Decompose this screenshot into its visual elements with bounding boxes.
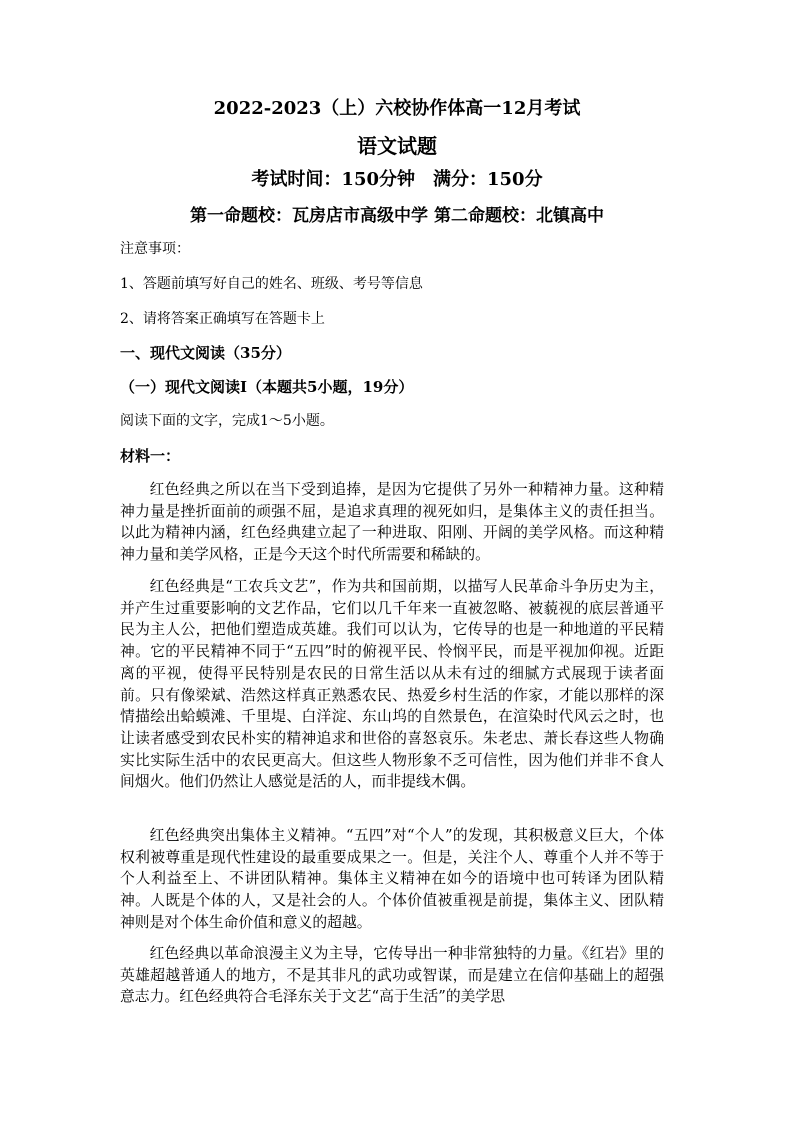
subject-title: 语文试题: [357, 134, 437, 158]
paragraph: 红色经典之所以在当下受到追捧，是因为它提供了另外一种精神力量。这种精神力量是挫折面前的顽强不屈，是追求真理的视死如归，是集体主义的责任担当。以此为精神内涵，红色经典建立起了一种进取、阳刚、开阔的美学风格。而这种精神力量和美学风格，正是今天这个时代所需要和稀缺的。: [120, 481, 664, 564]
material-label: 材料一：: [120, 447, 181, 465]
note-item-2: 2、请将答案正确填写在答题卡上: [120, 311, 325, 327]
notes-title: 注意事项：: [120, 241, 190, 257]
exam-title: 2022-2023（上）六校协作体高一12月考试: [213, 98, 581, 119]
section-title: 一、现代文阅读（35分）: [120, 344, 291, 362]
subsection-title: （一）现代文阅读Ⅰ（本题共5小题，19分）: [120, 378, 414, 396]
paragraph: 红色经典以革命浪漫主义为主导，它传导出一种非常独特的力量。《红岩》里的英雄超越普通人的地方，不是其非凡的武功或智谋，而是建立在信仰基础上的超强意志力。红色经典符合毛泽东关于文艺“高于生活”的美学思: [120, 945, 664, 1006]
note-item-1: 1、答题前填写好自己的姓名、班级、考号等信息: [120, 276, 423, 292]
school-names: 第一命题校：瓦房店市高级中学 第二命题校：北镇高中: [190, 206, 604, 226]
time-score: 考试时间：150分钟 满分：150分: [251, 169, 543, 190]
paragraph: 红色经典突出集体主义精神。“五四”对“个人”的发现，其积极意义巨大，个体权利被尊重是现代性建设的最重要成果之一。但是，关注个人、尊重个人并不等于个人利益至上、不讲团队精神。集体主义精神在如今的语境中也可转译为团队精神。人既是个体的人，又是社会的人。个体价值被重视是前提，集体主义、团队精神则是对个体生命价值和意义的超越。: [120, 827, 664, 931]
paragraph: 红色经典是“工农兵文艺”，作为共和国前期，以描写人民革命斗争历史为主，并产生过重要影响的文艺作品，它们以几千年来一直被忽略、被藐视的底层普通平民为主人公，把他们塑造成英雄。我们可以认为，它传导的也是一种地道的平民精神。它的平民精神不同于“五四”时的俯视平民、怜悯平民，而是平视加仰视。近距离的平视，使得平民特别是农民的日常生活以从未有过的细腻方式展现于读者面前。只有像梁斌、浩然这样真正熟悉农民、热爱乡村生活的作家，才能以那样的深情描绘出蛤蟆滩、千里堤、白洋淀、东山坞的自然景色，在渲染时代风云之时，也让读者感受到农民朴实的精神追求和世俗的喜怒哀乐。朱老忠、萧长春这些人物确实比实际生活中的农民更高大。但这些人物形象不乏可信性，因为他们并非不食人间烟火。他们仍然让人感觉是活的人，而非提线木偶。: [120, 578, 664, 791]
instruction: 阅读下面的文字，完成1～5小题。: [120, 413, 334, 429]
